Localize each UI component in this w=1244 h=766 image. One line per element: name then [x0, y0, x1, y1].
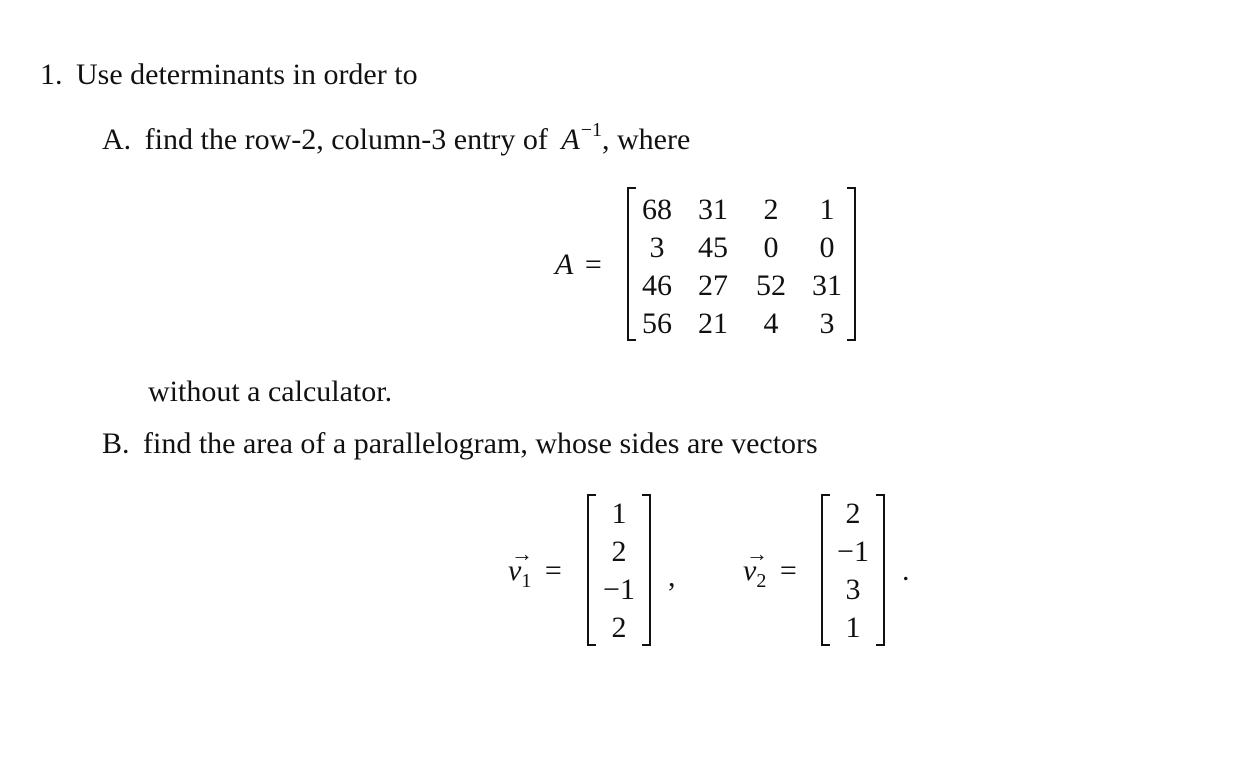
matrix-cell: 27 [698, 269, 728, 302]
vector-component: 1 [845, 611, 861, 644]
vector-component: 2 [845, 497, 861, 530]
vector-component: 2 [611, 611, 627, 644]
part-a-label: A. [102, 123, 132, 156]
matrix-cell: 52 [756, 269, 786, 302]
matrix-cell: 46 [642, 269, 672, 302]
vector-component: 1 [611, 497, 627, 530]
vector-v2 [821, 494, 885, 646]
v2-trailing-period: . [902, 554, 910, 587]
matrix-cell: 3 [819, 307, 835, 340]
part-b-label: B. [102, 427, 130, 460]
v1-lhs [508, 541, 562, 592]
v1-trailing-comma: , [668, 560, 676, 593]
matrix-cell: 68 [642, 193, 672, 226]
matrix-a-lhs [555, 250, 602, 280]
inverse-exponent: −1 [580, 119, 603, 141]
part-b-prompt [102, 429, 818, 459]
matrix-cell: 2 [763, 193, 779, 226]
matrix-cell: 21 [698, 307, 728, 340]
matrix-cell: 56 [642, 307, 672, 340]
v1-subscript: 1 [521, 570, 532, 592]
vector-component: −1 [837, 535, 869, 568]
part-a-prompt [102, 119, 691, 156]
part-a-continuation: without a calculator. [148, 375, 393, 408]
part-a-text: find the row-2, column-3 entry of [144, 123, 548, 156]
v1-symbol: v → [508, 541, 533, 587]
part-b-text: find the area of a parallelogram, whose sides are vectors [143, 427, 818, 460]
v2-subscript: 2 [756, 570, 767, 592]
matrix-cell: 31 [698, 193, 728, 226]
inverse-matrix-symbol: A [561, 123, 580, 156]
v2-equals: = [779, 554, 797, 587]
v2-symbol: v → [743, 541, 768, 587]
v2-lhs [743, 541, 797, 592]
v1-equals: = [544, 554, 562, 587]
matrix-cell: 0 [763, 231, 779, 264]
vector-arrow-icon: → [746, 541, 768, 566]
matrix-cell: 31 [812, 269, 842, 302]
matrix-a-symbol: A [555, 248, 574, 281]
matrix-a-equals: = [584, 248, 602, 281]
vector-component: 3 [845, 573, 861, 606]
matrix-cell: 0 [819, 231, 835, 264]
vector-component: −1 [603, 573, 635, 606]
matrix-cell: 3 [649, 231, 665, 264]
problem-heading [40, 60, 418, 90]
vector-arrow-icon: → [511, 541, 533, 566]
vector-component: 2 [611, 535, 627, 568]
vector-v1 [587, 494, 651, 646]
part-a-text-after: , where [602, 123, 691, 156]
matrix-cell: 1 [819, 193, 835, 226]
matrix-cell: 4 [763, 307, 779, 340]
matrix-a [627, 187, 856, 341]
matrix-cell: 45 [698, 231, 728, 264]
problem-intro: Use determinants in order to [76, 58, 418, 91]
problem-number: 1. [40, 58, 63, 91]
